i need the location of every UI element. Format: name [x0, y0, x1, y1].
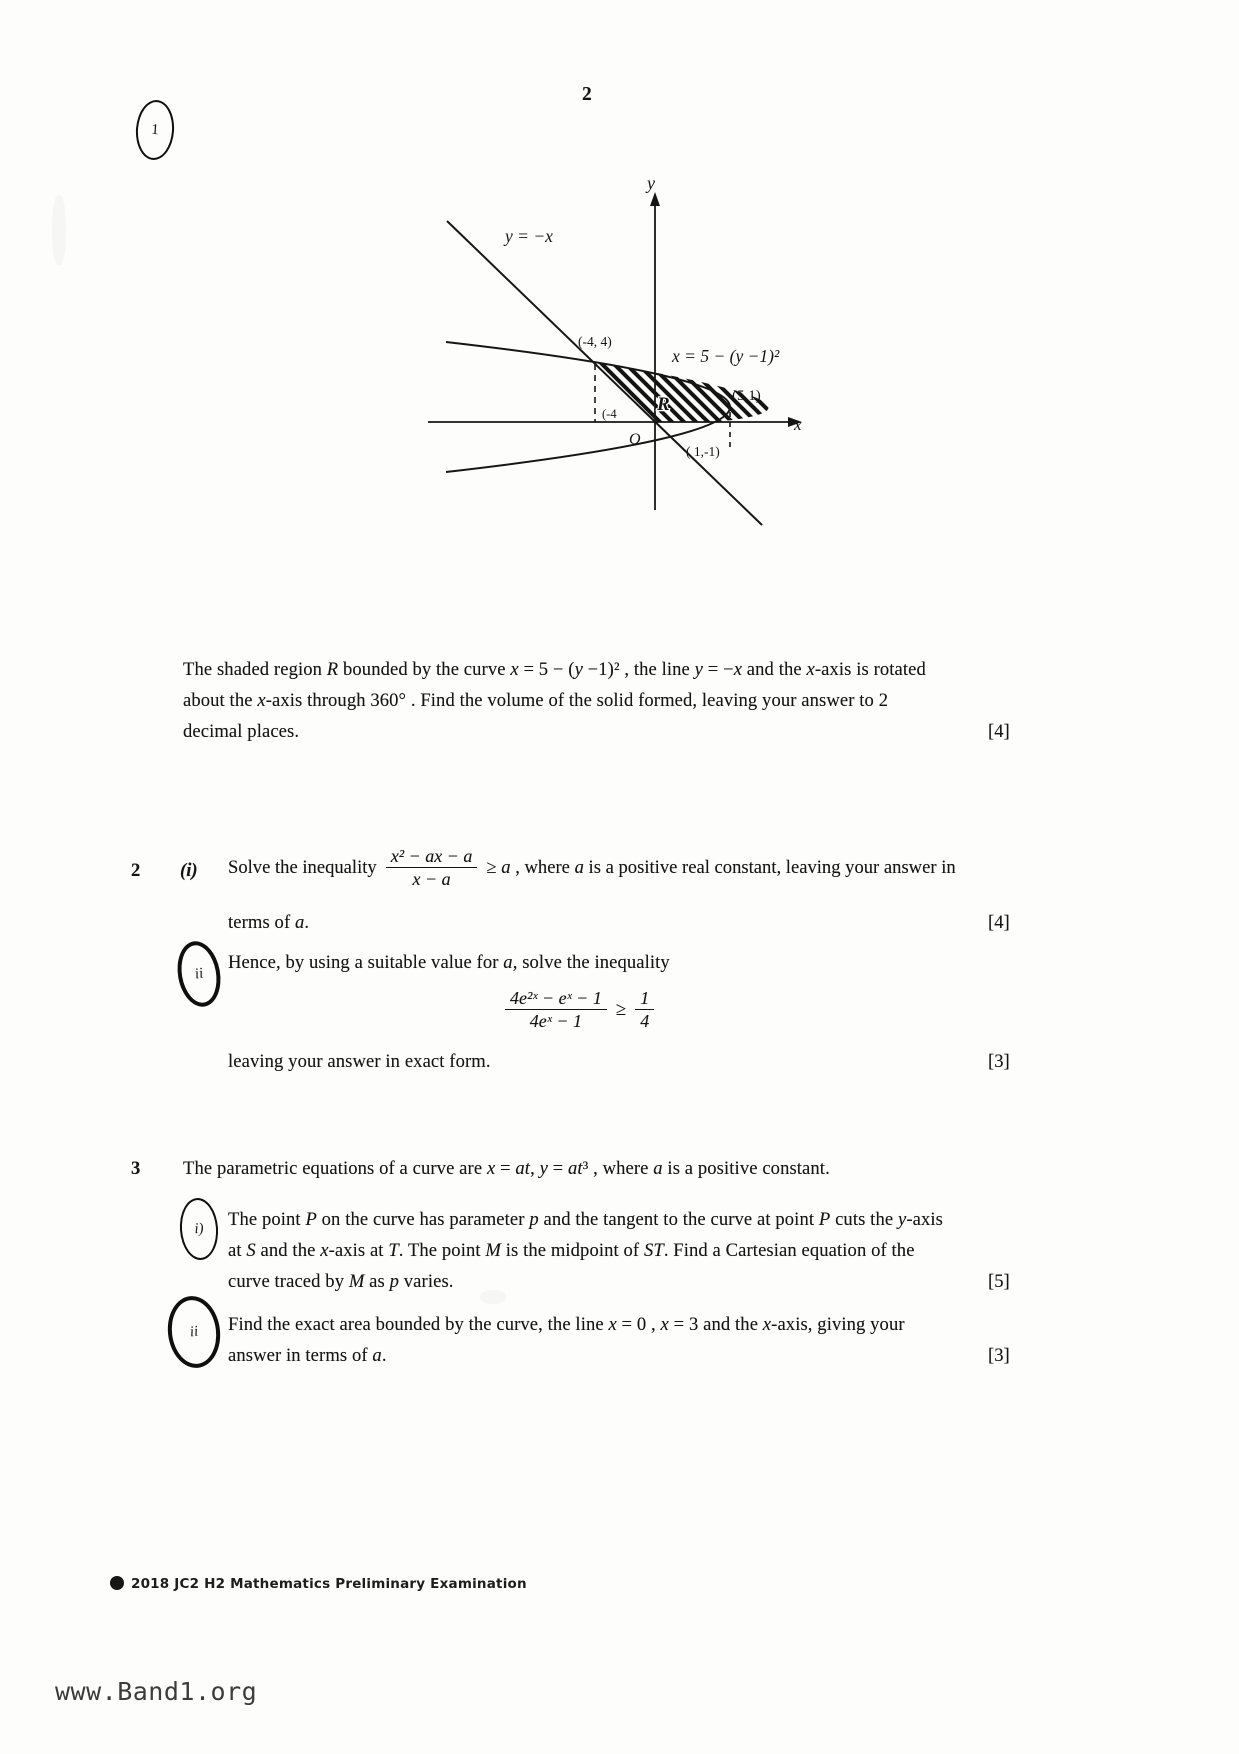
- q2-part-ii-line1: Hence, by using a suitable value for a, solve the inequality: [228, 952, 670, 973]
- q2-ii-rhs-numerator: 1: [635, 988, 654, 1010]
- question-1-circled-number: [134, 99, 176, 162]
- q3-part-i-line2: at S and the x-axis at T. The point M is the midpoint of ST. Find a Cartesian equation of the: [228, 1240, 915, 1261]
- q3-part-ii-line2: answer in terms of a.: [228, 1345, 387, 1366]
- q2-ii-relation: ≥: [615, 998, 627, 1020]
- watermark-url: www.Band1.org: [55, 1677, 258, 1706]
- point-label-intersection: (-4, 4): [578, 334, 612, 349]
- curve-equation-label: x = 5 − (y −1)²: [672, 346, 780, 366]
- scan-smudge: [480, 1290, 506, 1304]
- q2-number: 2: [131, 860, 141, 881]
- y-axis-arrow-icon: [650, 192, 660, 206]
- q1-marks: [4]: [988, 721, 1010, 742]
- page-number: 2: [582, 84, 592, 105]
- q3-number: 3: [131, 1158, 141, 1179]
- q2-part-ii-circled-label: [173, 938, 226, 1010]
- footer: [110, 1576, 527, 1592]
- q1-line2: about the x-axis through 360° . Find the volume of the solid formed, leaving your answer to 2: [183, 690, 889, 711]
- q3-part-ii-marks: [3]: [988, 1345, 1010, 1366]
- line-equation-label: y = −x: [505, 226, 553, 246]
- q3-part-ii-circled-label: [164, 1293, 224, 1371]
- q2-ii-rhs-fraction: [635, 988, 654, 1031]
- q2-ii-fraction-denominator: 4eˣ − 1: [529, 1011, 583, 1032]
- q2-part-i-line1: [228, 846, 956, 889]
- q3-part-ii-line1: Find the exact area bounded by the curve, the line x = 0 , x = 3 and the x-axis, giving your: [228, 1314, 905, 1335]
- y-axis-label: y: [647, 173, 655, 193]
- x-axis-label: x: [794, 415, 802, 434]
- q2-part-i-line2: terms of a.: [228, 912, 310, 933]
- point-label-below-axis: ( 1,-1): [686, 444, 720, 459]
- q2-part-ii-line2: leaving your answer in exact form.: [228, 1051, 491, 1072]
- q3-part-i-circled-label: [178, 1197, 220, 1261]
- q2-part-i-label: (i): [180, 860, 198, 881]
- q2-ii-rhs-denominator: 4: [640, 1011, 650, 1032]
- q2-part-i-tail: ≥ a , where a is a positive real constant, leaving your answer in: [486, 856, 956, 878]
- q2-fraction: [386, 846, 478, 889]
- q1-line3: decimal places.: [183, 721, 300, 742]
- point-label-vertex: (5,1): [732, 388, 761, 404]
- point-label-x-intercept: (-4: [602, 407, 617, 421]
- q2-ii-fraction: [505, 988, 607, 1031]
- region-R-label: R: [657, 394, 670, 415]
- q2-part-i-marks: [4]: [988, 912, 1010, 933]
- q2-part-ii-label: ii: [193, 964, 205, 983]
- q2-part-ii-marks: [3]: [988, 1051, 1010, 1072]
- copyright-dot-icon: [110, 1576, 124, 1590]
- footer-text: 2018 JC2 H2 Mathematics Preliminary Examination: [131, 1576, 527, 1592]
- q2-part-ii-equation: [505, 988, 654, 1031]
- q2-fraction-numerator: x² − ax − a: [386, 846, 478, 868]
- figure-graph: [410, 172, 810, 530]
- q3-part-i-marks: [5]: [988, 1271, 1010, 1292]
- q3-part-i-line1: The point P on the curve has parameter p and the tangent to the curve at point P cuts the y-axis: [228, 1209, 943, 1230]
- origin-label: O: [629, 431, 641, 448]
- line-y-equals-minus-x: [447, 221, 762, 525]
- q3-intro: The parametric equations of a curve are x = at, y = at³ , where a is a positive constant.: [183, 1158, 830, 1179]
- scan-smudge: [52, 195, 66, 265]
- q1-line1: The shaded region R bounded by the curve x = 5 − (y −1)² , the line y = −x and the x-axis is rotated: [183, 659, 926, 680]
- q2-ii-fraction-numerator: 4e²ˣ − eˣ − 1: [505, 988, 607, 1010]
- q3-part-i-label: i): [193, 1220, 205, 1237]
- question-1-number: 1: [150, 121, 160, 138]
- q2-part-i-lead: Solve the inequality: [228, 856, 377, 878]
- q3-part-ii-label: ii: [188, 1323, 200, 1340]
- q3-part-i-line3: curve traced by M as p varies.: [228, 1271, 454, 1292]
- q2-fraction-denominator: x − a: [412, 869, 451, 890]
